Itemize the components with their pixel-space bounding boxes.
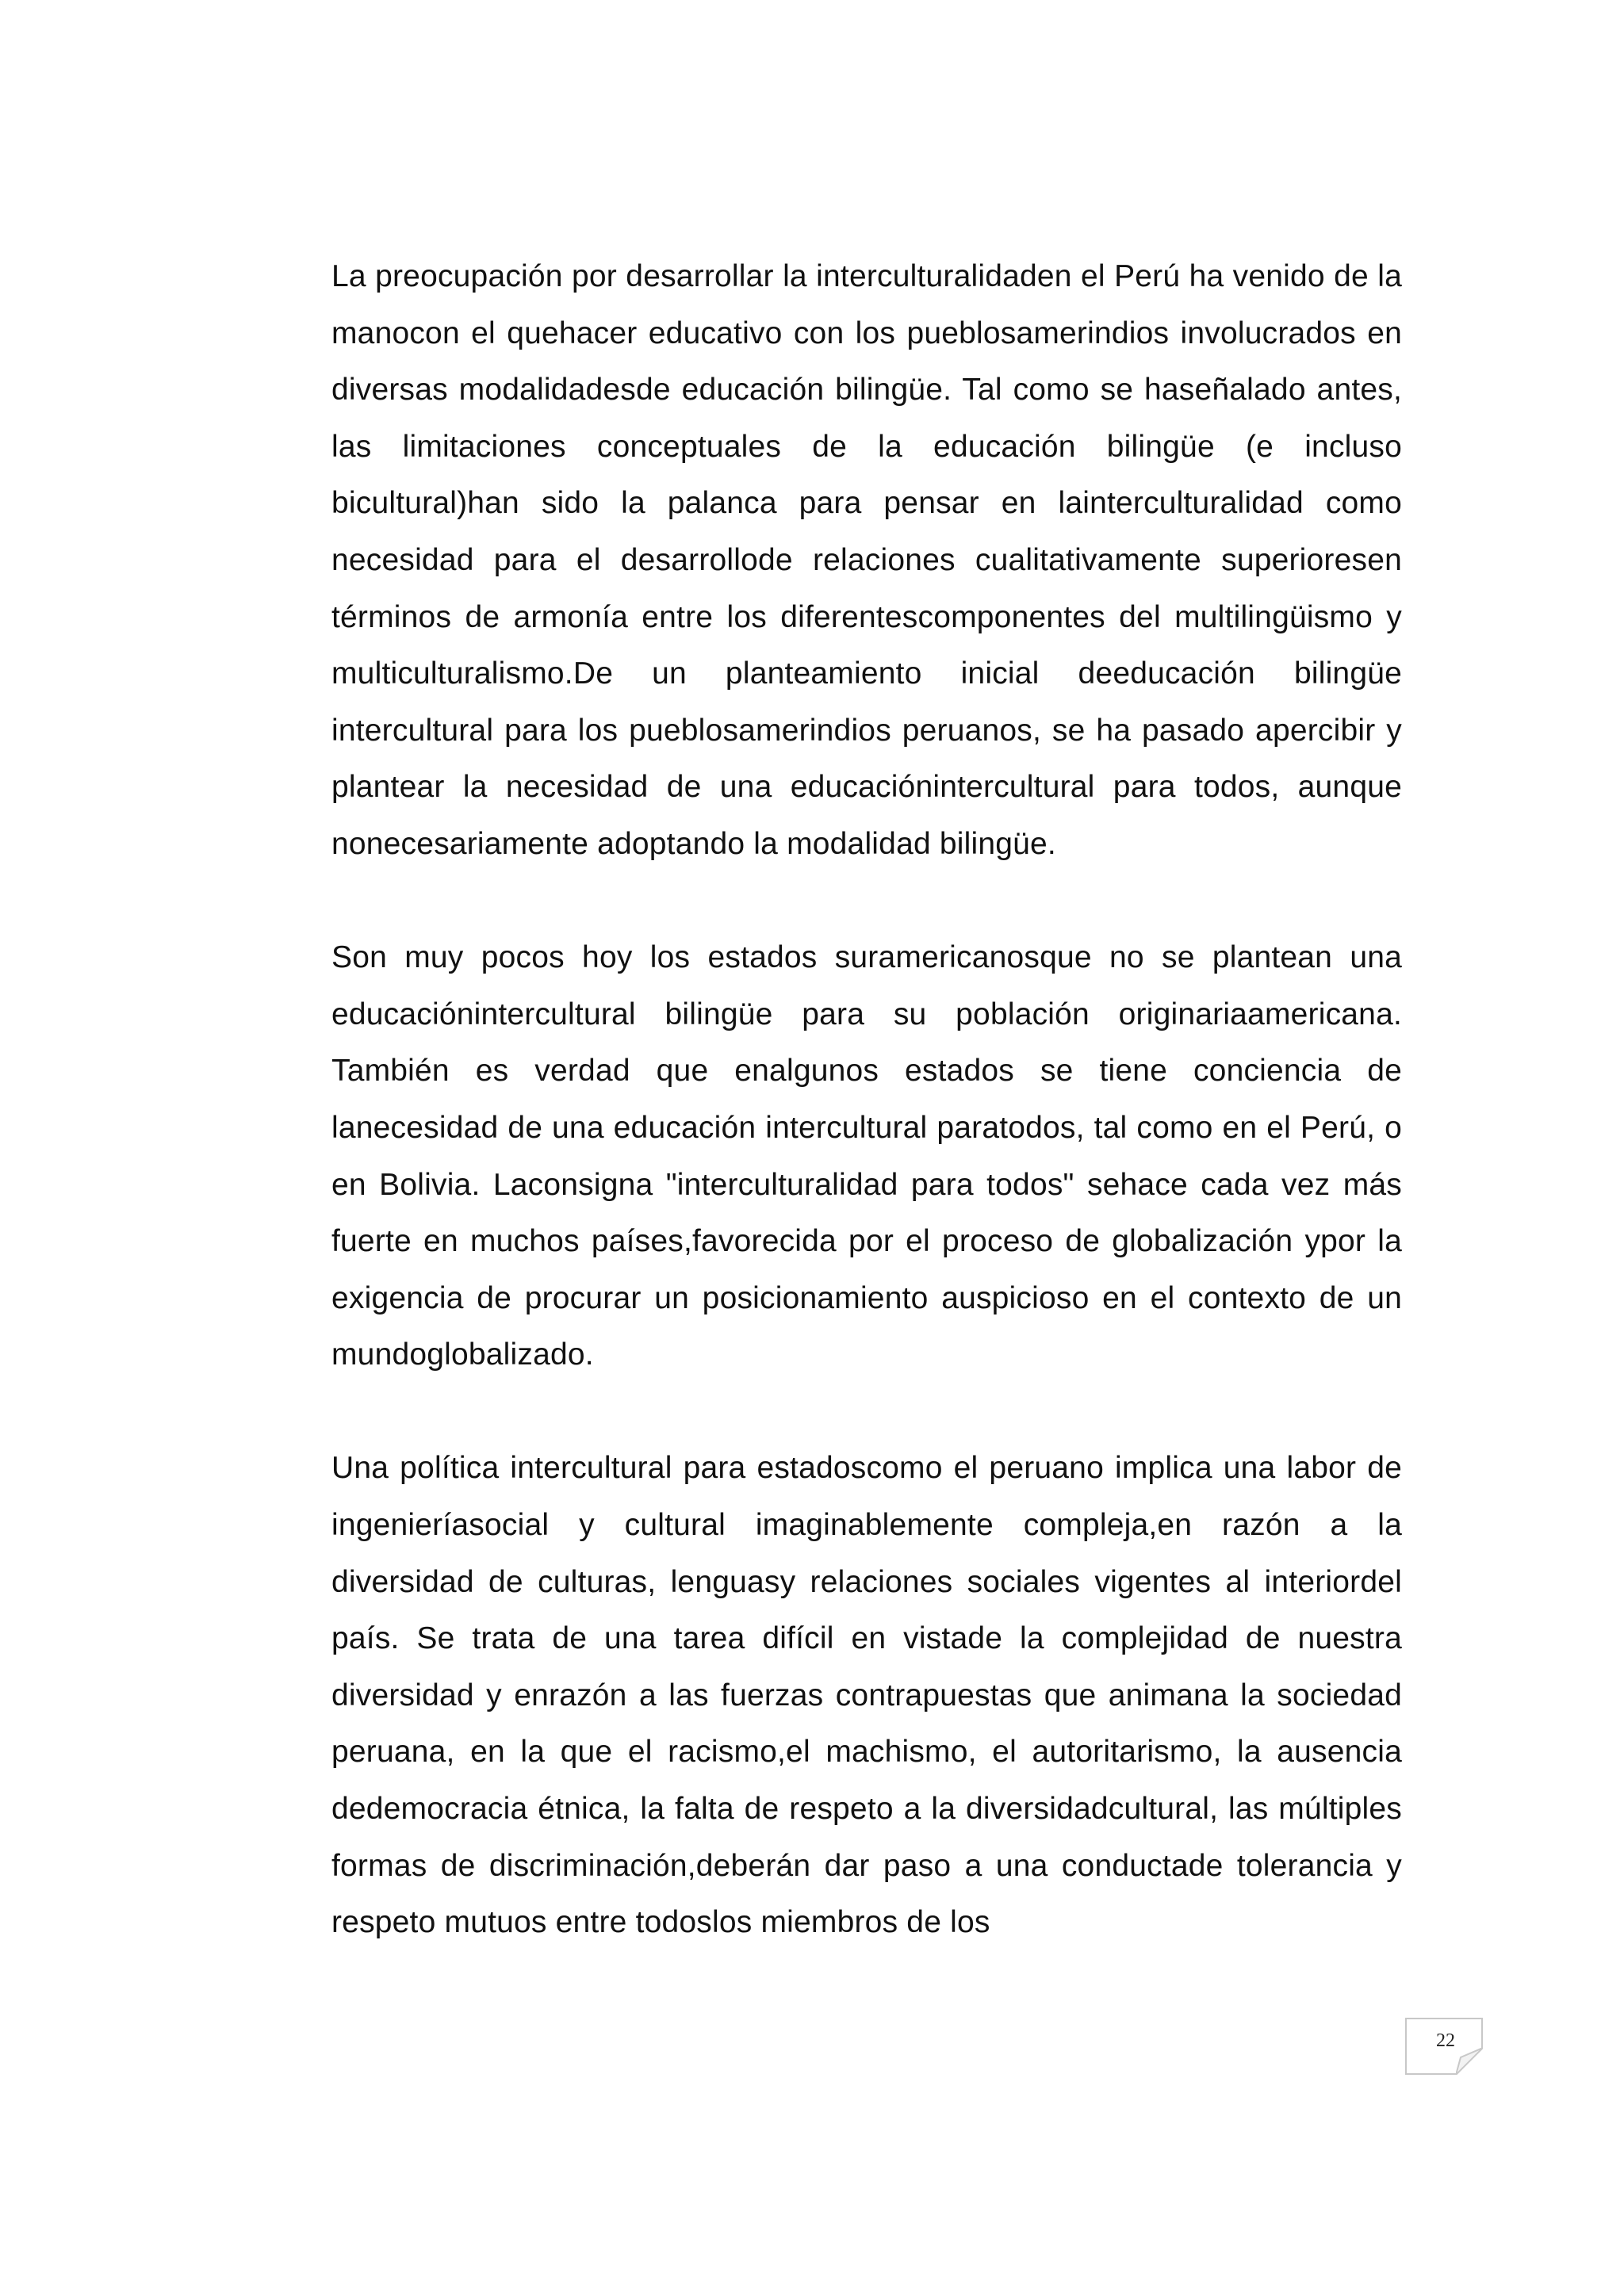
paragraph-1: La preocupación por desarrollar la interculturalidaden el Perú ha venido de la manocon el quehacer educativo con los pueblosamerindios involucrados en diversas modalidadesde educación bilingüe. Tal como se haseñalado antes, las limitaciones conceptuales de la educación bilingüe (e incluso bicultural)han sido la palanca para pensar en lainterculturalidad como necesidad para el desarrollode relaciones cualitativamente superioresen términos de armonía entre los diferentescomponentes del multilingüismo y multiculturalismo.De un planteamiento inicial deeducación bilingüe intercultural para los pueblosamerindios peruanos, se ha pasado apercibir y plantear la necesidad de una educaciónintercultural para todos, aunque nonecesariamente adoptando la modalidad bilingüe. <box>331 259 1402 861</box>
page-number: 22 <box>1436 2030 1455 2051</box>
page-curl-icon <box>1456 2048 1483 2075</box>
paragraph-2: Son muy pocos hoy los estados suramericanosque no se plantean una educaciónintercultural bilingüe para su población originariaamericana. También es verdad que enalgunos estados se tiene conciencia de lanecesidad de una educación intercultural paratodos, tal como en el Perú, o en Bolivia. Laconsigna "interculturalidad para todos" sehace cada vez más fuerte en muchos países,favorecida por el proceso de globalización ypor la exigencia de procurar un posicionamiento auspicioso en el contexto de un mundoglobalizado. <box>331 940 1402 1372</box>
paragraph-3: Una política intercultural para estadoscomo el peruano implica una labor de ingenieríasocial y cultural imaginablemente compleja,en razón a la diversidad de culturas, lenguasy relaciones sociales vigentes al interiordel país. Se trata de una tarea difícil en vistade la complejidad de nuestra diversidad y enrazón a las fuerzas contrapuestas que animana la sociedad peruana, en la que el racismo,el machismo, el autoritarismo, la ausencia dedemocracia étnica, la falta de respeto a la diversidadcultural, las múltiples formas de discriminación,deberán dar paso a una conductade tolerancia y respeto mutuos entre todoslos miembros de los <box>331 1451 1402 1940</box>
body-text <box>331 248 1402 1951</box>
page-number-box <box>1405 2018 1483 2075</box>
